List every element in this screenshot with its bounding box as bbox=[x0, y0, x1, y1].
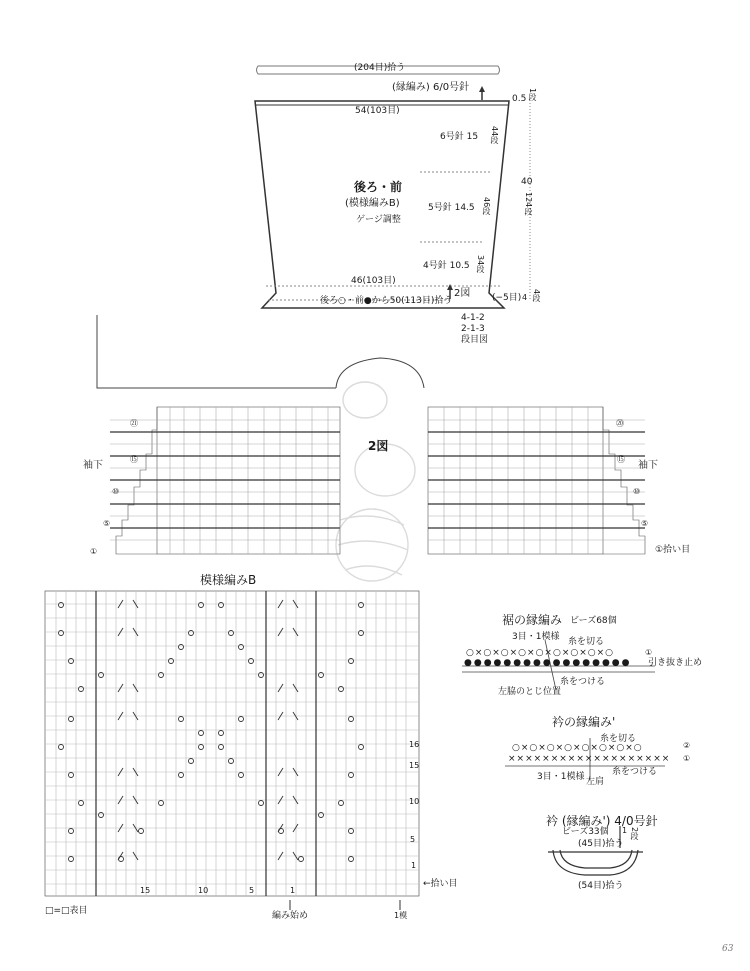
collar-beads: ビーズ33個 bbox=[562, 827, 609, 837]
needle6-rows-label: 44段 bbox=[490, 126, 499, 145]
pattern-b-col-1: 1 bbox=[290, 886, 296, 895]
hem-attach-yarn: 糸をつける bbox=[560, 677, 606, 687]
decrease-2: 2-1-3 bbox=[461, 324, 485, 334]
sleeve-chart-left bbox=[110, 407, 340, 554]
collar-row-2-label: ② bbox=[683, 741, 691, 750]
legend: □=□表目 bbox=[45, 906, 88, 916]
pattern-b-row-5: 5 bbox=[410, 835, 416, 844]
pattern-b-col-15: 15 bbox=[140, 886, 151, 895]
pattern-b-start: 編み始め bbox=[272, 911, 309, 921]
pattern-b-col-10: 10 bbox=[198, 886, 209, 895]
hem-beads: ビーズ68個 bbox=[570, 616, 617, 626]
hem-left-side: 左脇のとじ位置 bbox=[498, 687, 562, 697]
pattern-b-row-16: 16 bbox=[409, 740, 420, 749]
sleeve-row-5: ⑤ bbox=[103, 519, 111, 528]
hem-repeat: 3目・1模様 bbox=[512, 632, 560, 642]
hem-cut-yarn: 糸を切る bbox=[568, 637, 605, 647]
sleeve-row-10: ⑩ bbox=[112, 487, 120, 496]
minus5-label: (−5目) bbox=[492, 293, 522, 303]
sleeve-row-1: ① bbox=[90, 547, 98, 556]
section-subtitle: (模様編みB) bbox=[345, 198, 400, 209]
needle5-rows-label: 46段 bbox=[482, 197, 491, 216]
sleeve-chart-right bbox=[428, 407, 645, 554]
collar-row-2-stitches: ○×○×○×○×○×○×○×○ bbox=[512, 743, 643, 753]
decrease-3: 段目図 bbox=[461, 335, 489, 345]
hem-edge-title: 裾の縁編み bbox=[502, 613, 563, 627]
sleeve-row-21: ㉑ bbox=[130, 419, 138, 428]
sleeve-r-row-15: ⑮ bbox=[617, 455, 625, 464]
page-number: 63 bbox=[722, 944, 734, 954]
ref-2-label: 2図 bbox=[454, 288, 471, 299]
collar-cut-yarn: 糸を切る bbox=[600, 734, 637, 744]
sleeve-row-15: ⑮ bbox=[130, 455, 138, 464]
collar-repeat: 3目・1模様 bbox=[537, 772, 585, 782]
collar-title: 衿 (縁編み') 4/0号針 bbox=[546, 814, 658, 828]
pattern-b-chart bbox=[45, 591, 419, 896]
sleeve-r-row-20: ⑳ bbox=[616, 419, 624, 428]
edge-rows-label: 0.5 bbox=[512, 94, 527, 104]
collar-rows-n: 1 bbox=[622, 826, 628, 835]
sleeve-center-label: 2図 bbox=[368, 439, 389, 453]
hem-slip-stop: 引き抜き止め bbox=[648, 658, 703, 668]
collar-left-shoulder: 左肩 bbox=[586, 777, 605, 787]
needle5-label: 5号針 14.5 bbox=[428, 203, 475, 213]
total-height-label: 40 bbox=[521, 177, 533, 187]
pickup-top-label: (204目)拾う bbox=[354, 63, 406, 73]
sleeve-pickup-label: ①拾い目 bbox=[655, 545, 691, 555]
needle4-rows-label: 34段 bbox=[476, 255, 485, 274]
sleeve-left-label: 袖下 bbox=[83, 460, 103, 471]
collar-row-1-label: ① bbox=[683, 754, 691, 763]
edge-needle-label: (縁編み) 6/0号針 bbox=[392, 82, 470, 93]
pattern-b-row-10: 10 bbox=[409, 797, 420, 806]
needle6-label: 6号針 15 bbox=[440, 132, 479, 142]
decrease-1: 4-1-2 bbox=[461, 313, 485, 323]
needle4-label: 4号針 10.5 bbox=[423, 261, 470, 271]
collar-top-pickup: (45目)拾う bbox=[578, 839, 624, 849]
pattern-b-col-5: 5 bbox=[249, 886, 255, 895]
section-title: 後ろ・前 bbox=[354, 180, 403, 194]
sleeve-right-label: 袖下 bbox=[638, 460, 658, 471]
collar-rows: 2段 bbox=[630, 827, 639, 841]
pattern-b-title: 模様編みB bbox=[200, 573, 257, 587]
top-width-label: 54(103目) bbox=[355, 106, 400, 116]
hem-row-1-label: ① bbox=[645, 648, 653, 657]
small-rows-n: 4 bbox=[522, 293, 528, 302]
gauge-label: ゲージ調整 bbox=[356, 215, 401, 225]
watermark-logo bbox=[336, 382, 415, 581]
hem-row-2-stitches: ○×○×○×○×○×○×○×○×○ bbox=[466, 648, 615, 658]
pickup-bottom-label: 後ろ○・前●から50(113目)拾う bbox=[320, 296, 453, 306]
collar-attach-yarn: 糸をつける bbox=[612, 767, 658, 777]
pattern-b-symbols bbox=[59, 600, 364, 862]
collar-edge-title: 衿の縁編み' bbox=[552, 715, 616, 729]
small-rows-label: 4段 bbox=[532, 289, 541, 303]
sleeve-r-row-5: ⑤ bbox=[641, 519, 649, 528]
hem-row-1-stitches: ●●●●●●●●●●●●●●●●● bbox=[464, 658, 632, 668]
total-rows-label: 124段 bbox=[524, 192, 533, 216]
pattern-b-pickup: ←拾い目 bbox=[423, 879, 458, 889]
bottom-width-label: 46(103目) bbox=[351, 276, 396, 286]
pattern-b-row-15: 15 bbox=[409, 761, 420, 770]
pattern-b-repeat: 1模 bbox=[394, 911, 408, 920]
edge-rows-unit: 1段 bbox=[528, 88, 537, 102]
collar-bottom-pickup: (54目)拾う bbox=[578, 881, 624, 891]
collar-row-1-stitches: ××××××××××××××××××× bbox=[508, 754, 671, 764]
sleeve-r-row-10: ⑩ bbox=[633, 487, 641, 496]
pattern-b-row-1: 1 bbox=[411, 861, 417, 870]
